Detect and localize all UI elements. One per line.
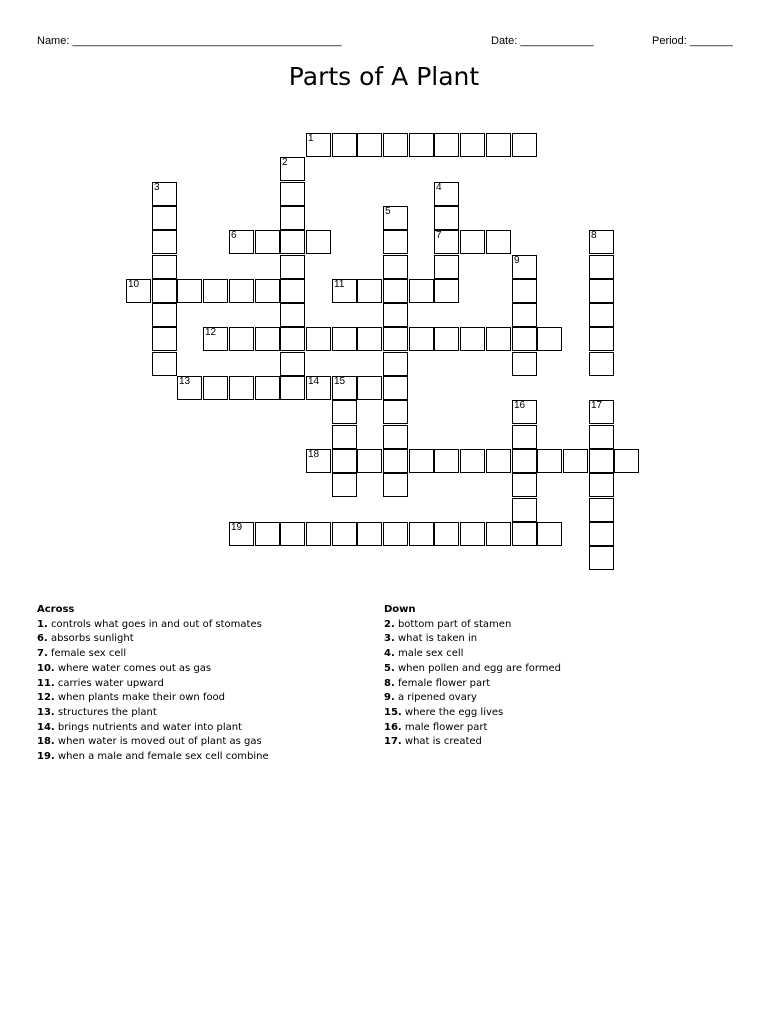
down-clue-text: a ripened ovary	[397, 692, 477, 704]
across-clue-number: 1.	[37, 618, 48, 630]
grid-cell[interactable]	[280, 206, 305, 230]
down-clue-number: 8.	[384, 677, 395, 689]
down-clue-text: male sex cell	[397, 648, 464, 660]
grid-cell[interactable]	[357, 279, 382, 303]
grid-cell[interactable]	[152, 303, 177, 327]
grid-cell[interactable]	[357, 327, 382, 351]
grid-cell[interactable]	[589, 327, 614, 351]
down-clue-number: 3.	[384, 633, 395, 645]
across-clue-text: absorbs sunlight	[50, 633, 134, 645]
date-field-label: Date: ____________	[491, 35, 594, 47]
grid-cell[interactable]	[486, 449, 511, 473]
grid-cell[interactable]	[357, 376, 382, 400]
cell-number: 1	[308, 133, 314, 144]
grid-cell[interactable]	[332, 133, 357, 157]
down-clue	[384, 662, 561, 677]
grid-cell[interactable]	[434, 133, 459, 157]
grid-cell[interactable]	[332, 279, 357, 303]
across-clue-number: 11.	[37, 677, 55, 689]
grid-cell[interactable]	[589, 546, 614, 570]
cell-number: 5	[385, 206, 391, 217]
down-clue-number: 17.	[384, 736, 402, 748]
grid-cell[interactable]	[306, 230, 331, 254]
grid-cell[interactable]	[589, 279, 614, 303]
grid-cell[interactable]	[434, 182, 459, 206]
grid-cell[interactable]	[512, 303, 537, 327]
grid-cell[interactable]	[357, 133, 382, 157]
grid-cell[interactable]	[512, 352, 537, 376]
grid-cell[interactable]	[152, 352, 177, 376]
grid-cell[interactable]	[255, 327, 280, 351]
grid-cell[interactable]	[280, 376, 305, 400]
cell-number: 12	[205, 327, 217, 338]
across-clue	[37, 750, 269, 765]
down-clue-number: 4.	[384, 648, 395, 660]
grid-cell[interactable]	[280, 327, 305, 351]
grid-cell[interactable]	[512, 449, 537, 473]
grid-cell[interactable]	[229, 376, 254, 400]
grid-cell[interactable]	[537, 522, 562, 546]
grid-cell[interactable]	[306, 449, 331, 473]
across-clue-number: 7.	[37, 648, 48, 660]
grid-cell[interactable]	[434, 327, 459, 351]
across-clue	[37, 632, 269, 647]
down-clue-text: bottom part of stamen	[397, 618, 512, 630]
grid-cell[interactable]	[589, 498, 614, 522]
across-clue-number: 10.	[37, 662, 55, 674]
across-clue-number: 14.	[37, 721, 55, 733]
grid-cell[interactable]	[409, 449, 434, 473]
grid-cell[interactable]	[229, 327, 254, 351]
down-clues	[384, 603, 561, 750]
grid-cell[interactable]	[229, 230, 254, 254]
down-clue	[384, 618, 561, 633]
across-clue	[37, 706, 269, 721]
cell-number: 17	[591, 400, 603, 411]
grid-cell[interactable]	[126, 279, 151, 303]
cell-number: 7	[436, 230, 442, 241]
across-clue-text: female sex cell	[50, 648, 127, 660]
grid-cell[interactable]	[512, 400, 537, 424]
grid-cell[interactable]	[460, 327, 485, 351]
cell-number: 10	[128, 279, 140, 290]
down-clue-number: 2.	[384, 618, 395, 630]
grid-cell[interactable]	[332, 522, 357, 546]
grid-cell[interactable]	[332, 327, 357, 351]
grid-cell[interactable]	[383, 133, 408, 157]
grid-cell[interactable]	[306, 376, 331, 400]
grid-cell[interactable]	[383, 327, 408, 351]
grid-cell[interactable]	[383, 352, 408, 376]
grid-cell[interactable]	[383, 279, 408, 303]
grid-cell[interactable]	[383, 425, 408, 449]
grid-cell[interactable]	[589, 303, 614, 327]
grid-cell[interactable]	[229, 279, 254, 303]
across-clue-text: controls what goes in and out of stomates	[50, 618, 262, 630]
grid-cell[interactable]	[255, 279, 280, 303]
grid-cell[interactable]	[306, 133, 331, 157]
down-clue-text: what is taken in	[397, 633, 478, 645]
grid-cell[interactable]	[512, 498, 537, 522]
across-clue-number: 19.	[37, 751, 55, 763]
grid-cell[interactable]	[434, 279, 459, 303]
grid-cell[interactable]	[434, 449, 459, 473]
grid-cell[interactable]	[512, 279, 537, 303]
down-clue-text: female flower part	[397, 677, 491, 689]
puzzle-title: Parts of A Plant	[288, 62, 480, 91]
across-clue-text: brings nutrients and water into plant	[57, 721, 243, 733]
cell-number: 15	[334, 376, 346, 387]
down-clue-number: 5.	[384, 662, 395, 674]
grid-cell[interactable]	[229, 522, 254, 546]
down-clue	[384, 691, 561, 706]
cell-number: 18	[308, 449, 320, 460]
grid-cell[interactable]	[460, 449, 485, 473]
down-clue	[384, 721, 561, 736]
grid-cell[interactable]	[152, 279, 177, 303]
down-clue	[384, 632, 561, 647]
grid-cell[interactable]	[280, 279, 305, 303]
grid-cell[interactable]	[306, 327, 331, 351]
grid-cell[interactable]	[434, 206, 459, 230]
grid-cell[interactable]	[512, 327, 537, 351]
grid-cell[interactable]	[152, 206, 177, 230]
grid-cell[interactable]	[512, 255, 537, 279]
across-heading: Across	[37, 604, 75, 615]
grid-cell[interactable]	[486, 327, 511, 351]
grid-cell[interactable]	[255, 376, 280, 400]
grid-cell[interactable]	[486, 522, 511, 546]
grid-cell[interactable]	[152, 230, 177, 254]
grid-cell[interactable]	[589, 230, 614, 254]
grid-cell[interactable]	[383, 255, 408, 279]
cell-number: 2	[282, 157, 288, 168]
across-clue-number: 12.	[37, 692, 55, 704]
down-clue-number: 9.	[384, 692, 395, 704]
grid-cell[interactable]	[280, 303, 305, 327]
grid-cell[interactable]	[537, 327, 562, 351]
grid-cell[interactable]	[512, 473, 537, 497]
grid-cell[interactable]	[589, 352, 614, 376]
across-clue-text: when plants make their own food	[57, 692, 226, 704]
grid-cell[interactable]	[589, 522, 614, 546]
grid-cell[interactable]	[383, 303, 408, 327]
grid-cell[interactable]	[332, 449, 357, 473]
grid-cell[interactable]	[589, 449, 614, 473]
across-clue	[37, 618, 269, 633]
grid-cell[interactable]	[589, 400, 614, 424]
down-clue-text: what is created	[404, 736, 482, 748]
cell-number: 11	[334, 279, 345, 290]
grid-cell[interactable]	[152, 182, 177, 206]
grid-cell[interactable]	[332, 400, 357, 424]
down-clue	[384, 677, 561, 692]
grid-cell[interactable]	[512, 133, 537, 157]
grid-cell[interactable]	[434, 522, 459, 546]
grid-cell[interactable]	[486, 133, 511, 157]
cell-number: 16	[514, 400, 526, 411]
grid-cell[interactable]	[434, 230, 459, 254]
grid-cell[interactable]	[357, 522, 382, 546]
down-clue-number: 16.	[384, 721, 402, 733]
grid-cell[interactable]	[203, 327, 228, 351]
across-clue-number: 6.	[37, 633, 48, 645]
grid-cell[interactable]	[255, 522, 280, 546]
grid-cell[interactable]	[614, 449, 639, 473]
across-clue	[37, 662, 269, 677]
grid-cell[interactable]	[383, 449, 408, 473]
down-clue	[384, 706, 561, 721]
down-clue-text: when pollen and egg are formed	[397, 662, 562, 674]
grid-cell[interactable]	[280, 352, 305, 376]
grid-cell[interactable]	[177, 279, 202, 303]
across-clue-number: 18.	[37, 736, 55, 748]
grid-cell[interactable]	[383, 206, 408, 230]
grid-cell[interactable]	[460, 230, 485, 254]
grid-cell[interactable]	[280, 230, 305, 254]
grid-cell[interactable]	[357, 449, 382, 473]
across-clue-text: where water comes out as gas	[57, 662, 212, 674]
grid-cell[interactable]	[177, 376, 202, 400]
grid-cell[interactable]	[409, 327, 434, 351]
grid-cell[interactable]	[383, 522, 408, 546]
period-field-label: Period: _______	[652, 35, 733, 47]
across-clue-text: when water is moved out of plant as gas	[57, 736, 262, 748]
grid-cell[interactable]	[280, 255, 305, 279]
grid-cell[interactable]	[280, 522, 305, 546]
cell-number: 9	[514, 255, 520, 266]
across-clue	[37, 721, 269, 736]
cell-number: 19	[231, 522, 243, 533]
across-clue-text: carries water upward	[57, 677, 164, 689]
grid-cell[interactable]	[589, 473, 614, 497]
down-clue	[384, 647, 561, 662]
cell-number: 6	[231, 230, 237, 241]
cell-number: 3	[154, 182, 160, 193]
grid-cell[interactable]	[409, 133, 434, 157]
grid-cell[interactable]	[332, 376, 357, 400]
across-clues	[37, 603, 269, 765]
cell-number: 4	[436, 182, 442, 193]
grid-cell[interactable]	[383, 376, 408, 400]
name-field-label: Name: ____________________________________________	[37, 35, 342, 47]
grid-cell[interactable]	[409, 522, 434, 546]
grid-cell[interactable]	[512, 522, 537, 546]
across-clue-text: structures the plant	[57, 706, 157, 718]
across-clue-number: 13.	[37, 706, 55, 718]
grid-cell[interactable]	[460, 522, 485, 546]
down-clue-text: male flower part	[404, 721, 488, 733]
cell-number: 13	[179, 376, 191, 387]
grid-cell[interactable]	[203, 279, 228, 303]
grid-cell[interactable]	[332, 473, 357, 497]
down-clue	[384, 735, 561, 750]
grid-cell[interactable]	[486, 230, 511, 254]
down-clue-number: 15.	[384, 706, 402, 718]
across-clue	[37, 735, 269, 750]
grid-cell[interactable]	[409, 279, 434, 303]
grid-cell[interactable]	[280, 182, 305, 206]
grid-cell[interactable]	[152, 327, 177, 351]
across-clue	[37, 691, 269, 706]
cell-number: 14	[308, 376, 320, 387]
grid-cell[interactable]	[203, 376, 228, 400]
down-clue-text: where the egg lives	[404, 706, 504, 718]
grid-cell[interactable]	[280, 157, 305, 181]
grid-cell[interactable]	[537, 449, 562, 473]
grid-cell[interactable]	[460, 133, 485, 157]
grid-cell[interactable]	[332, 425, 357, 449]
grid-cell[interactable]	[383, 473, 408, 497]
grid-cell[interactable]	[434, 255, 459, 279]
grid-cell[interactable]	[589, 425, 614, 449]
across-clue-text: when a male and female sex cell combine	[57, 751, 269, 763]
grid-cell[interactable]	[306, 522, 331, 546]
across-clue	[37, 647, 269, 662]
cell-number: 8	[591, 230, 597, 241]
grid-cell[interactable]	[512, 425, 537, 449]
grid-cell[interactable]	[383, 230, 408, 254]
grid-cell[interactable]	[152, 255, 177, 279]
grid-cell[interactable]	[383, 400, 408, 424]
across-clue	[37, 677, 269, 692]
grid-cell[interactable]	[589, 255, 614, 279]
down-heading: Down	[384, 604, 416, 615]
grid-cell[interactable]	[255, 230, 280, 254]
grid-cell[interactable]	[563, 449, 588, 473]
